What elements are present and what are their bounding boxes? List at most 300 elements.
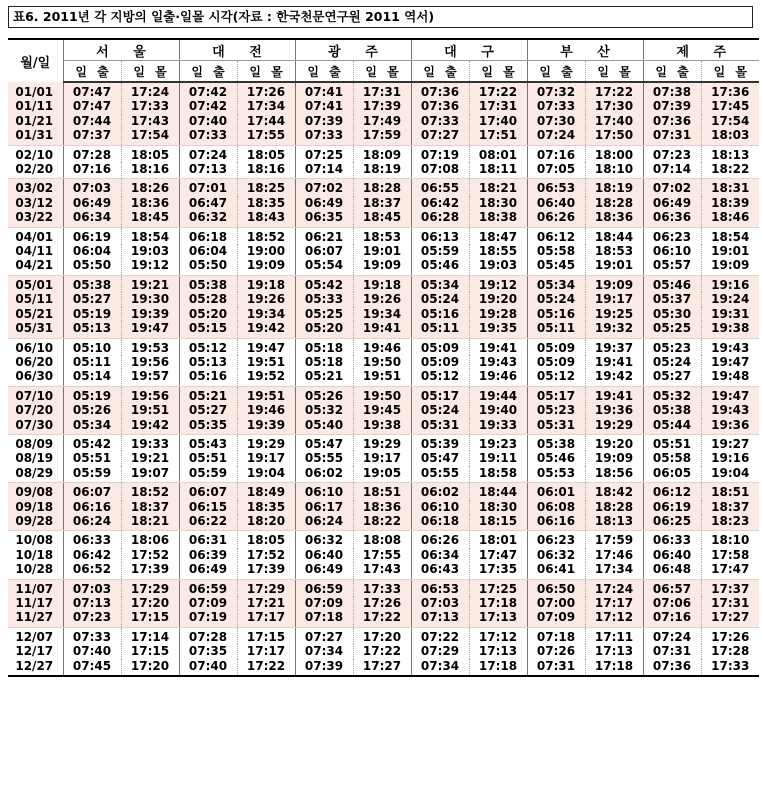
date-cell: 03/22: [8, 210, 63, 227]
sunrise-cell: 07:34: [295, 644, 353, 658]
sunrise-cell: 05:24: [527, 292, 585, 306]
sunrise-header: 일 출: [63, 61, 121, 83]
sunset-cell: 18:28: [585, 500, 643, 514]
sunrise-cell: 05:23: [643, 338, 701, 355]
table-row: [8, 179, 759, 196]
date-cell: 01/11: [8, 99, 63, 113]
sunrise-cell: 06:52: [63, 562, 121, 579]
sunrise-cell: 06:40: [295, 548, 353, 562]
sunset-cell: 18:51: [353, 483, 411, 500]
sunrise-cell: 05:34: [63, 418, 121, 435]
sunset-cell: 19:47: [121, 321, 179, 338]
sunrise-cell: 05:17: [527, 386, 585, 403]
table-row: [8, 514, 759, 531]
sunrise-cell: 06:55: [411, 179, 469, 196]
table-row: [8, 386, 759, 403]
sunset-cell: 17:22: [353, 644, 411, 658]
sunrise-cell: 07:36: [643, 114, 701, 128]
sunset-cell: 17:11: [585, 627, 643, 644]
sunrise-cell: 07:42: [179, 99, 237, 113]
sunset-cell: 17:14: [121, 627, 179, 644]
sunrise-cell: 05:27: [179, 403, 237, 417]
sunrise-cell: 05:27: [643, 369, 701, 386]
sunset-cell: 17:58: [701, 548, 759, 562]
sunset-cell: 19:01: [585, 258, 643, 275]
table-row: [8, 338, 759, 355]
sunset-cell: 17:25: [469, 579, 527, 596]
sunrise-cell: 07:33: [179, 128, 237, 145]
sunrise-cell: 05:47: [295, 434, 353, 451]
sunset-cell: 19:29: [237, 434, 295, 451]
sunrise-cell: 05:47: [411, 451, 469, 465]
sunset-cell: 19:51: [237, 386, 295, 403]
month-group: [8, 579, 759, 627]
sunrise-cell: 07:38: [643, 82, 701, 99]
sunrise-cell: 05:38: [63, 275, 121, 292]
date-cell: 05/11: [8, 292, 63, 306]
sunset-cell: 18:31: [701, 179, 759, 196]
sunrise-cell: 05:51: [643, 434, 701, 451]
sunset-cell: 19:47: [701, 355, 759, 369]
date-cell: 10/08: [8, 531, 63, 548]
sunrise-cell: 05:54: [295, 258, 353, 275]
sunset-cell: 19:50: [353, 386, 411, 403]
sunrise-cell: 07:31: [643, 644, 701, 658]
sunrise-cell: 06:13: [411, 227, 469, 244]
sunset-cell: 18:37: [121, 500, 179, 514]
sunset-cell: 18:39: [701, 196, 759, 210]
sunrise-cell: 06:25: [643, 514, 701, 531]
sunset-cell: 18:42: [585, 483, 643, 500]
sunset-cell: 18:53: [353, 227, 411, 244]
sunset-cell: 19:38: [353, 418, 411, 435]
sunset-cell: 19:46: [469, 369, 527, 386]
sunset-cell: 17:30: [585, 99, 643, 113]
date-cell: 11/27: [8, 610, 63, 627]
sunset-cell: 19:41: [469, 338, 527, 355]
sunrise-cell: 07:26: [527, 644, 585, 658]
sunrise-cell: 05:16: [411, 307, 469, 321]
sunrise-cell: 07:22: [411, 627, 469, 644]
sunset-cell: 18:21: [469, 179, 527, 196]
sunrise-cell: 05:21: [179, 386, 237, 403]
sunset-cell: 19:42: [585, 369, 643, 386]
sunset-cell: 19:41: [585, 386, 643, 403]
sunrise-cell: 05:50: [179, 258, 237, 275]
sunrise-cell: 05:11: [63, 355, 121, 369]
sunset-cell: 19:12: [469, 275, 527, 292]
sunset-cell: 19:33: [121, 434, 179, 451]
sunset-cell: 17:15: [121, 610, 179, 627]
sunset-cell: 17:27: [701, 610, 759, 627]
sunrise-cell: 07:36: [411, 99, 469, 113]
sunrise-cell: 05:09: [527, 338, 585, 355]
sunrise-cell: 06:32: [295, 531, 353, 548]
sunrise-cell: 07:33: [527, 99, 585, 113]
table-row: [8, 562, 759, 579]
sunrise-cell: 06:59: [179, 579, 237, 596]
sunset-cell: 18:54: [121, 227, 179, 244]
rise-set-header-row: [8, 61, 759, 83]
sunrise-cell: 06:18: [179, 227, 237, 244]
sunset-cell: 17:24: [121, 82, 179, 99]
sunrise-cell: 06:26: [411, 531, 469, 548]
sunset-cell: 19:26: [353, 292, 411, 306]
sunset-cell: 17:40: [469, 114, 527, 128]
sunset-cell: 17:59: [353, 128, 411, 145]
sunrise-cell: 06:57: [643, 579, 701, 596]
sunrise-cell: 05:13: [63, 321, 121, 338]
sunrise-cell: 05:17: [411, 386, 469, 403]
sunset-cell: 19:50: [353, 355, 411, 369]
sunrise-cell: 05:15: [179, 321, 237, 338]
sunrise-header: 일 출: [643, 61, 701, 83]
sunrise-cell: 05:24: [411, 403, 469, 417]
sunrise-cell: 07:40: [179, 114, 237, 128]
sunrise-cell: 06:28: [411, 210, 469, 227]
sunrise-cell: 06:17: [295, 500, 353, 514]
sunrise-cell: 06:12: [527, 227, 585, 244]
sunset-cell: 19:20: [585, 434, 643, 451]
sunrise-cell: 05:25: [643, 321, 701, 338]
city-header-seoul: 서 울: [63, 39, 179, 61]
sunrise-cell: 05:12: [179, 338, 237, 355]
sunrise-cell: 05:16: [179, 369, 237, 386]
sunrise-cell: 06:07: [179, 483, 237, 500]
sunrise-cell: 05:40: [295, 418, 353, 435]
table-row: [8, 610, 759, 627]
sunrise-cell: 05:55: [411, 466, 469, 483]
sunrise-cell: 07:30: [527, 114, 585, 128]
sunset-cell: 17:50: [585, 128, 643, 145]
sunrise-cell: 06:02: [295, 466, 353, 483]
sunset-cell: 19:36: [701, 418, 759, 435]
sunset-cell: 17:17: [237, 644, 295, 658]
sunrise-cell: 07:02: [295, 179, 353, 196]
sunrise-header: 일 출: [295, 61, 353, 83]
sunrise-cell: 07:18: [295, 610, 353, 627]
sunrise-cell: 07:28: [179, 627, 237, 644]
sunrise-cell: 05:30: [643, 307, 701, 321]
sunset-cell: 18:52: [121, 483, 179, 500]
sunrise-cell: 07:41: [295, 99, 353, 113]
sunset-cell: 17:33: [701, 659, 759, 676]
month-group: [8, 434, 759, 482]
sunset-cell: 18:28: [585, 196, 643, 210]
sunset-cell: 19:05: [353, 466, 411, 483]
sunset-cell: 17:34: [237, 99, 295, 113]
sunset-cell: 19:42: [121, 418, 179, 435]
sunset-cell: 18:37: [701, 500, 759, 514]
sunrise-cell: 05:33: [295, 292, 353, 306]
sunset-cell: 17:39: [353, 99, 411, 113]
table-row: [8, 196, 759, 210]
sunset-cell: 18:53: [585, 244, 643, 258]
sunrise-cell: 05:51: [179, 451, 237, 465]
sunset-cell: 18:37: [353, 196, 411, 210]
sunrise-cell: 05:21: [295, 369, 353, 386]
sunrise-cell: 06:49: [295, 196, 353, 210]
sunrise-cell: 05:19: [63, 307, 121, 321]
sunset-cell: 19:09: [701, 258, 759, 275]
date-cell: 07/30: [8, 418, 63, 435]
sunset-cell: 18:08: [353, 531, 411, 548]
sunset-cell: 19:16: [701, 451, 759, 465]
sunset-cell: 17:29: [121, 579, 179, 596]
sunrise-cell: 07:45: [63, 659, 121, 676]
sunset-cell: 18:36: [121, 196, 179, 210]
sunrise-cell: 06:15: [179, 500, 237, 514]
sunset-header: 일 몰: [121, 61, 179, 83]
sunrise-cell: 05:11: [527, 321, 585, 338]
sunrise-cell: 07:39: [295, 659, 353, 676]
sunset-cell: 18:11: [469, 162, 527, 179]
sunset-cell: 18:16: [237, 162, 295, 179]
sunset-cell: 17:37: [701, 579, 759, 596]
sunrise-cell: 05:46: [643, 275, 701, 292]
sunrise-cell: 07:03: [411, 596, 469, 610]
sunrise-cell: 07:34: [411, 659, 469, 676]
city-header-row: [8, 39, 759, 61]
sunset-cell: 17:51: [469, 128, 527, 145]
sunrise-cell: 05:10: [63, 338, 121, 355]
sunset-cell: 19:01: [353, 244, 411, 258]
sunrise-cell: 07:19: [411, 145, 469, 162]
sunset-cell: 19:51: [121, 403, 179, 417]
date-cell: 09/28: [8, 514, 63, 531]
sunset-cell: 19:30: [121, 292, 179, 306]
sunrise-sunset-table: [8, 38, 759, 677]
city-header-daegu: 대 구: [411, 39, 527, 61]
sunset-cell: 19:18: [353, 275, 411, 292]
sunrise-cell: 06:19: [643, 500, 701, 514]
sunrise-cell: 07:27: [295, 627, 353, 644]
sunset-cell: 19:43: [701, 403, 759, 417]
sunset-cell: 17:26: [701, 627, 759, 644]
sunset-cell: 19:33: [469, 418, 527, 435]
sunset-cell: 17:31: [701, 596, 759, 610]
sunset-cell: 19:45: [353, 403, 411, 417]
sunrise-cell: 06:18: [411, 514, 469, 531]
sunset-cell: 18:47: [469, 227, 527, 244]
sunrise-cell: 06:41: [527, 562, 585, 579]
sunrise-cell: 06:10: [411, 500, 469, 514]
table-row: [8, 418, 759, 435]
sunrise-cell: 05:32: [643, 386, 701, 403]
sunset-cell: 18:13: [701, 145, 759, 162]
sunset-cell: 18:05: [121, 145, 179, 162]
sunrise-cell: 06:21: [295, 227, 353, 244]
sunrise-header: 일 출: [411, 61, 469, 83]
sunset-cell: 18:10: [585, 162, 643, 179]
sunset-cell: 19:26: [237, 292, 295, 306]
sunrise-cell: 06:50: [527, 579, 585, 596]
sunset-cell: 19:44: [469, 386, 527, 403]
sunrise-cell: 07:40: [179, 659, 237, 676]
month-group: [8, 531, 759, 579]
sunset-cell: 19:29: [585, 418, 643, 435]
table-row: [8, 99, 759, 113]
sunrise-cell: 07:19: [179, 610, 237, 627]
sunset-cell: 18:15: [469, 514, 527, 531]
sunset-cell: 17:52: [121, 548, 179, 562]
sunset-cell: 18:10: [701, 531, 759, 548]
date-cell: 05/31: [8, 321, 63, 338]
sunrise-cell: 05:09: [411, 355, 469, 369]
sunset-cell: 18:45: [353, 210, 411, 227]
sunset-cell: 19:00: [237, 244, 295, 258]
sunrise-cell: 07:13: [63, 596, 121, 610]
sunrise-cell: 05:12: [527, 369, 585, 386]
table-row: [8, 307, 759, 321]
sunrise-cell: 06:23: [643, 227, 701, 244]
date-cell: 05/21: [8, 307, 63, 321]
sunrise-cell: 07:09: [179, 596, 237, 610]
table-row: [8, 369, 759, 386]
sunset-cell: 18:55: [469, 244, 527, 258]
sunrise-cell: 06:08: [527, 500, 585, 514]
sunset-cell: 17:15: [237, 627, 295, 644]
sunset-cell: 19:20: [469, 292, 527, 306]
table-row: [8, 227, 759, 244]
sunset-cell: 17:15: [121, 644, 179, 658]
sunrise-cell: 07:40: [63, 644, 121, 658]
sunset-cell: 18:51: [701, 483, 759, 500]
sunset-header: 일 몰: [237, 61, 295, 83]
table-row: [8, 210, 759, 227]
sunrise-cell: 05:09: [411, 338, 469, 355]
sunrise-cell: 05:59: [411, 244, 469, 258]
date-cell: 10/18: [8, 548, 63, 562]
sunrise-cell: 05:38: [527, 434, 585, 451]
sunrise-cell: 06:10: [643, 244, 701, 258]
city-header-jeju: 제 주: [643, 39, 759, 61]
city-header-daejeon: 대 전: [179, 39, 295, 61]
sunset-cell: 17:43: [353, 562, 411, 579]
sunrise-cell: 06:05: [643, 466, 701, 483]
sunrise-cell: 06:34: [63, 210, 121, 227]
sunset-cell: 19:34: [237, 307, 295, 321]
sunrise-cell: 07:28: [63, 145, 121, 162]
sunrise-cell: 05:25: [295, 307, 353, 321]
sunrise-cell: 06:43: [411, 562, 469, 579]
sunset-cell: 19:32: [585, 321, 643, 338]
sunset-cell: 19:07: [121, 466, 179, 483]
table-row: [8, 128, 759, 145]
sunset-cell: 17:54: [121, 128, 179, 145]
sunset-cell: 18:23: [701, 514, 759, 531]
sunset-cell: 19:09: [237, 258, 295, 275]
sunrise-header: 일 출: [179, 61, 237, 83]
sunrise-cell: 05:26: [63, 403, 121, 417]
sunset-cell: 17:44: [237, 114, 295, 128]
date-cell: 07/20: [8, 403, 63, 417]
sunset-header: 일 몰: [585, 61, 643, 83]
table-row: [8, 531, 759, 548]
sunset-cell: 19:37: [585, 338, 643, 355]
sunrise-cell: 07:24: [179, 145, 237, 162]
sunrise-cell: 06:40: [527, 196, 585, 210]
sunset-cell: 19:56: [121, 386, 179, 403]
sunset-cell: 18:36: [353, 500, 411, 514]
month-group: [8, 275, 759, 338]
sunset-cell: 19:43: [469, 355, 527, 369]
sunset-cell: 17:29: [237, 579, 295, 596]
sunset-cell: 17:24: [585, 579, 643, 596]
sunset-cell: 18:35: [237, 500, 295, 514]
table-row: [8, 114, 759, 128]
date-cell: 03/02: [8, 179, 63, 196]
sunrise-cell: 07:09: [295, 596, 353, 610]
month-group: [8, 627, 759, 676]
sunset-cell: 17:22: [585, 82, 643, 99]
sunset-cell: 19:29: [353, 434, 411, 451]
sunset-cell: 19:12: [121, 258, 179, 275]
sunset-cell: 19:51: [353, 369, 411, 386]
sunrise-cell: 06:39: [179, 548, 237, 562]
date-cell: 01/01: [8, 82, 63, 99]
sunset-cell: 17:59: [585, 531, 643, 548]
table-row: [8, 162, 759, 179]
sunrise-cell: 05:57: [643, 258, 701, 275]
sunset-cell: 17:47: [469, 548, 527, 562]
sunrise-cell: 05:34: [411, 275, 469, 292]
sunset-cell: 19:23: [469, 434, 527, 451]
sunrise-cell: 06:32: [527, 548, 585, 562]
sunset-cell: 18:00: [585, 145, 643, 162]
sunrise-cell: 06:33: [63, 531, 121, 548]
sunset-header: 일 몰: [469, 61, 527, 83]
sunset-cell: 17:26: [237, 82, 295, 99]
sunset-cell: 17:45: [701, 99, 759, 113]
sunset-cell: 19:03: [469, 258, 527, 275]
sunrise-cell: 05:13: [179, 355, 237, 369]
sunset-cell: 19:35: [469, 321, 527, 338]
sunset-cell: 17:22: [469, 82, 527, 99]
sunrise-cell: 07:32: [527, 82, 585, 99]
month-group: [8, 338, 759, 386]
table-caption: 표6. 2011년 각 지방의 일출·일몰 시각(자료 : 한국천문연구원 2011 역서): [8, 6, 753, 28]
sunset-cell: 17:55: [353, 548, 411, 562]
sunset-cell: 17:18: [469, 596, 527, 610]
sunset-cell: 17:20: [121, 659, 179, 676]
sunset-cell: 19:47: [237, 338, 295, 355]
sunset-cell: 18:25: [237, 179, 295, 196]
sunset-cell: 17:20: [353, 627, 411, 644]
month-group: [8, 179, 759, 227]
sunrise-cell: 05:55: [295, 451, 353, 465]
sunrise-cell: 05:24: [411, 292, 469, 306]
sunrise-cell: 06:31: [179, 531, 237, 548]
sunrise-cell: 05:38: [179, 275, 237, 292]
sunrise-cell: 05:46: [411, 258, 469, 275]
sunset-cell: 18:36: [585, 210, 643, 227]
sunrise-cell: 05:37: [643, 292, 701, 306]
sunrise-cell: 07:16: [643, 610, 701, 627]
sunrise-cell: 06:49: [179, 562, 237, 579]
sunrise-cell: 05:31: [411, 418, 469, 435]
sunset-cell: 17:22: [353, 610, 411, 627]
sunset-cell: 18:13: [585, 514, 643, 531]
sunset-cell: 19:16: [701, 275, 759, 292]
sunrise-cell: 06:02: [411, 483, 469, 500]
sunrise-cell: 07:25: [295, 145, 353, 162]
sunrise-cell: 05:20: [179, 307, 237, 321]
sunset-cell: 17:43: [121, 114, 179, 128]
sunrise-cell: 06:48: [643, 562, 701, 579]
sunset-cell: 19:24: [701, 292, 759, 306]
sunset-cell: 18:58: [469, 466, 527, 483]
